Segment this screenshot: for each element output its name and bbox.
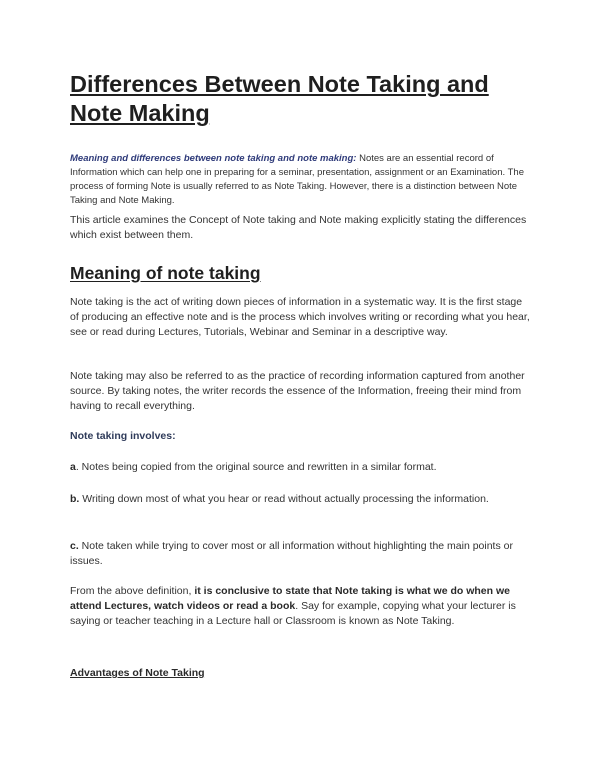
advantages-heading: Advantages of Note Taking [70, 667, 205, 679]
conclusion-bold: it is conclusive to state that Note taking is what we do when we attend Lectures, watch videos or read a book [70, 585, 510, 612]
page-title: Differences Between Note Taking and Note Making [70, 71, 489, 126]
list-marker: b. [70, 493, 80, 505]
paragraph-definition: Note taking is the act of writing down pieces of information in a systematic way. It is the first stage of producing an effective note and is the process which involves writing or recording what you hear, see or read during Lectures, Tutorials, Webinar and Seminar in a descriptive way. [70, 296, 530, 338]
list-item-a [70, 460, 532, 475]
list-item-text: Note taken while trying to cover most or all information without highlighting the main points or issues. [70, 540, 513, 567]
list-item-text: Writing down most of what you hear or read without actually processing the information. [79, 493, 489, 505]
conclusion-post: . Say for example, copying what your lecturer is saying or teacher teaching in a Lecture hall or Classroom is known as Note Taking. [70, 600, 516, 627]
intro-paragraph [70, 152, 532, 208]
list-item-b [70, 492, 532, 507]
article-paragraph: This article examines the Concept of Note taking and Note making explicitly stating the differences which exist between them. [70, 214, 527, 241]
list-marker: c. [70, 540, 79, 552]
list-item-text: . Notes being copied from the original source and rewritten in a similar format. [75, 461, 437, 473]
conclusion-pre: From the above definition, [70, 585, 195, 597]
intro-lead: Meaning and differences between note taking and note making: [70, 153, 357, 164]
intro-text: Notes are an essential record of Information which can help one in preparing for a seminar, presentation, assignment or an Examination. The process of forming Note is usually referred to as Note Taking. However, there is a distinction between Note Taking and Note Making. [70, 153, 524, 206]
list-marker: a [70, 461, 76, 473]
list-item-c [70, 539, 532, 569]
involves-heading: Note taking involves: [70, 430, 176, 442]
paragraph-practice: Note taking may also be referred to as the practice of recording information captured from another source. By taking notes, the writer records the essence of the Information, freeing their mind from having to recall everything. [70, 370, 525, 412]
section-heading-meaning: Meaning of note taking [70, 263, 261, 283]
conclusion-paragraph [70, 584, 532, 629]
